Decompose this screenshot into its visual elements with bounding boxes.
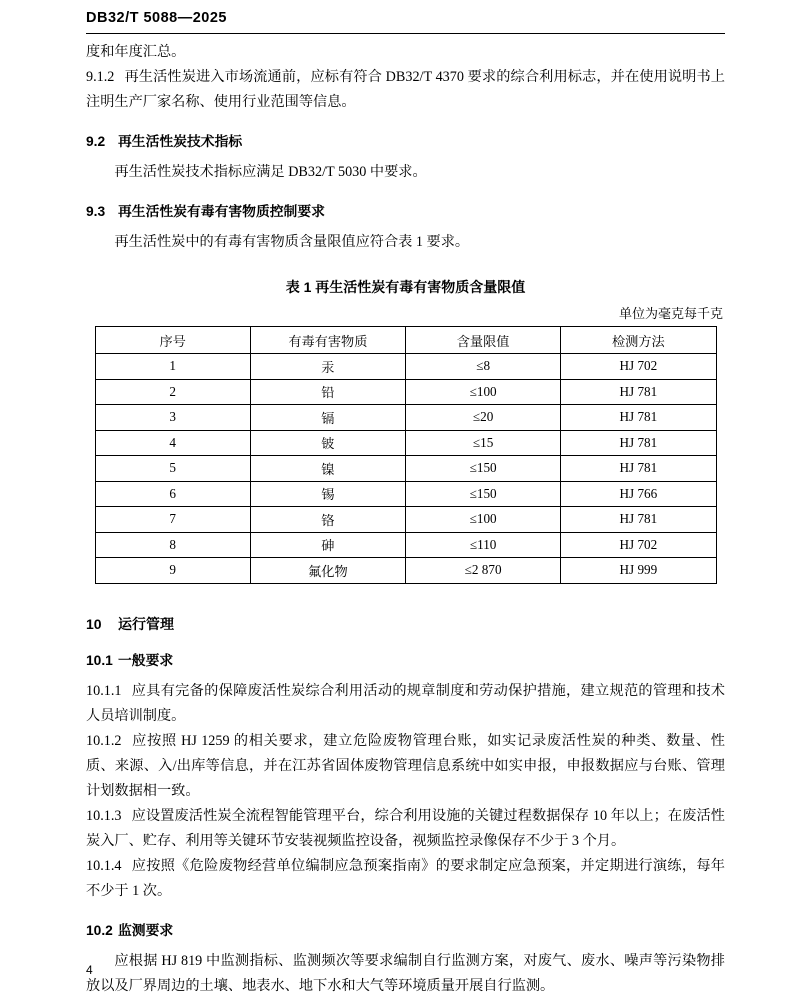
clause-9-2-number: 9.2	[86, 134, 106, 149]
table-cell-method: HJ 999	[561, 558, 716, 584]
table-cell-substance: 汞	[250, 354, 405, 380]
clause-10-1-3-number: 10.1.3	[86, 807, 122, 824]
clause-10-1-3	[86, 804, 725, 854]
continued-paragraph: 度和年度汇总。	[86, 44, 186, 60]
table-cell-index: 2	[95, 379, 250, 405]
table-row	[95, 379, 716, 405]
section-10-title: 运行管理	[118, 615, 174, 632]
table-cell-method: HJ 781	[561, 379, 716, 405]
table-row	[95, 558, 716, 584]
clause-9-2-text: 再生活性炭技术指标应满足 DB32/T 5030 中要求。	[114, 164, 427, 180]
clause-10-2-heading	[86, 918, 725, 943]
clause-10-1-title: 一般要求	[118, 652, 174, 668]
table-row	[95, 405, 716, 431]
table-row	[95, 481, 716, 507]
clause-10-1-1-number: 10.1.1	[86, 682, 122, 699]
clause-9-1-2-number: 9.1.2	[86, 69, 115, 85]
clause-9-3-title: 再生活性炭有毒有害物质控制要求	[118, 204, 325, 219]
table-caption: 表 1 再生活性炭有毒有害物质含量限值	[285, 279, 526, 295]
page-header	[86, 10, 725, 26]
table-row	[95, 430, 716, 456]
table-cell-substance: 镍	[250, 456, 405, 482]
table-cell-limit: ≤150	[406, 481, 561, 507]
clause-9-1-2-text: 再生活性炭进入市场流通前，应标有符合 DB32/T 4370 要求的综合利用标志，并在使用说明书上注明生产厂家名称、使用行业范围等信息。	[86, 69, 725, 110]
clause-10-1-3-text: 应设置废活性炭全流程智能管理平台，综合利用设施的关键过程数据保存 10 年以上；在废活性炭入厂、贮存、利用等关键环节安装视频监控设备，视频监控录像保存不少于 3 个月。	[86, 807, 725, 849]
table-cell-substance: 铅	[250, 379, 405, 405]
table-header-cell: 有毒有害物质	[250, 327, 405, 354]
clause-10-1-number: 10.1	[86, 652, 113, 668]
table-cell-method: HJ 781	[561, 507, 716, 533]
clause-10-1-2-text: 应按照 HJ 1259 的相关要求，建立危险废物管理台账，如实记录废活性炭的种类、数量、性质、来源、入/出库等信息，并在江苏省固体废物管理信息系统中如实申报，申报数据应与台账、管理计划数据相一致。	[86, 732, 725, 799]
table-cell-limit: ≤20	[406, 405, 561, 431]
table-cell-index: 7	[95, 507, 250, 533]
table-cell-index: 9	[95, 558, 250, 584]
table-row	[95, 456, 716, 482]
clause-10-1-1-text: 应具有完备的保障废活性炭综合利用活动的规章制度和劳动保护措施，建立规范的管理和技术人员培训制度。	[86, 682, 725, 724]
table-cell-index: 4	[95, 430, 250, 456]
clause-10-2-title: 监测要求	[118, 922, 174, 938]
table-row	[95, 354, 716, 380]
table-cell-method: HJ 781	[561, 405, 716, 431]
clause-10-2-text: 应根据 HJ 819 中监测指标、监测频次等要求编制自行监测方案，对废气、废水、噪声等污染物排放以及厂界周边的土壤、地表水、地下水和大气等环境质量开展自行监测。	[86, 952, 725, 994]
clause-9-3-number: 9.3	[86, 204, 106, 219]
table-cell-substance: 锡	[250, 481, 405, 507]
table-row	[95, 507, 716, 533]
section-10-number: 10	[86, 615, 102, 632]
table-cell-limit: ≤100	[406, 379, 561, 405]
table-cell-method: HJ 702	[561, 354, 716, 380]
table-cell-index: 8	[95, 532, 250, 558]
toxic-substance-limits-table	[95, 326, 717, 584]
page-content	[86, 40, 725, 999]
page-number: 4	[86, 963, 93, 977]
table-header-row	[95, 327, 716, 354]
clause-10-1-1	[86, 679, 725, 729]
standard-number: DB32/T 5088—2025	[86, 10, 227, 26]
table-header-cell: 含量限值	[406, 327, 561, 354]
table-cell-substance: 镉	[250, 405, 405, 431]
table-cell-method: HJ 766	[561, 481, 716, 507]
table-cell-limit: ≤8	[406, 354, 561, 380]
table-cell-index: 3	[95, 405, 250, 431]
table-row	[95, 532, 716, 558]
clause-9-1-2	[86, 65, 725, 115]
clause-10-1-heading	[86, 648, 725, 673]
table-cell-index: 5	[95, 456, 250, 482]
table-cell-limit: ≤15	[406, 430, 561, 456]
header-divider	[86, 33, 725, 34]
clause-10-1-4	[86, 854, 725, 904]
table-header-cell: 检测方法	[561, 327, 716, 354]
table-cell-limit: ≤110	[406, 532, 561, 558]
table-cell-limit: ≤2 870	[406, 558, 561, 584]
clause-10-2-number: 10.2	[86, 922, 113, 938]
table-cell-method: HJ 702	[561, 532, 716, 558]
clause-10-1-4-number: 10.1.4	[86, 857, 122, 874]
clause-10-1-2	[86, 729, 725, 804]
section-10-heading	[86, 614, 725, 634]
table-cell-method: HJ 781	[561, 430, 716, 456]
clause-10-1-4-text: 应按照《危险废物经营单位编制应急预案指南》的要求制定应急预案，并定期进行演练，每年不少于 1 次。	[86, 857, 725, 899]
table-cell-limit: ≤150	[406, 456, 561, 482]
table-cell-index: 1	[95, 354, 250, 380]
table-cell-substance: 氟化物	[250, 558, 405, 584]
clause-9-2-heading	[86, 129, 725, 154]
table-cell-limit: ≤100	[406, 507, 561, 533]
clause-9-3-text: 再生活性炭中的有毒有害物质含量限值应符合表 1 要求。	[114, 234, 470, 250]
table-unit-note: 单位为毫克每千克	[618, 306, 723, 321]
clause-10-1-2-number: 10.1.2	[86, 732, 122, 749]
table-cell-substance: 铍	[250, 430, 405, 456]
table-cell-index: 6	[95, 481, 250, 507]
table-header-cell: 序号	[95, 327, 250, 354]
clause-9-3-heading	[86, 199, 725, 224]
clause-9-2-title: 再生活性炭技术指标	[118, 134, 243, 149]
table-cell-substance: 砷	[250, 532, 405, 558]
table-cell-method: HJ 781	[561, 456, 716, 482]
table-cell-substance: 铬	[250, 507, 405, 533]
